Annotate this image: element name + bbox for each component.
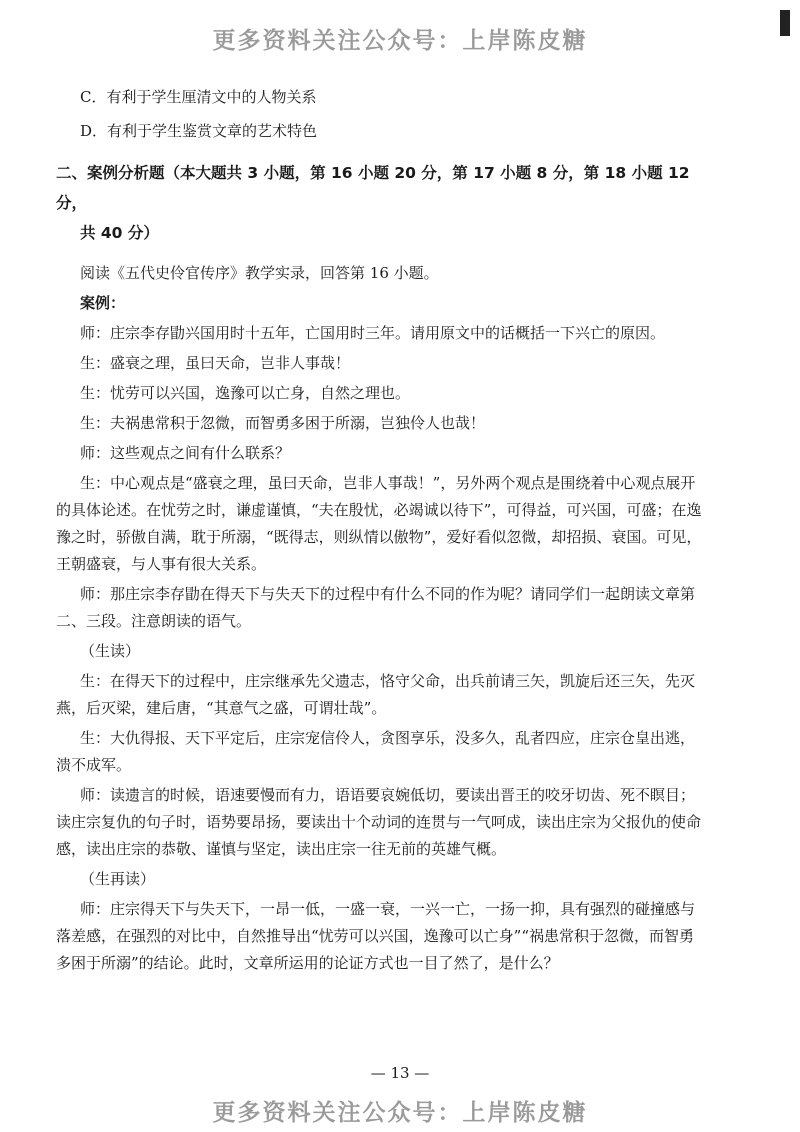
dialogue-paragraph: 生：夫祸患常积于忽微，而智勇多困于所溺，岂独伶人也哉！ bbox=[80, 414, 486, 432]
stage-direction: （生再读） bbox=[80, 870, 156, 888]
dialogue-paragraph: 生：中心观点是“盛衰之理，虽曰天命，岂非人事哉！”，另外两个观点是围绕着中心观点展开的具体论述。在忧劳之时，谦虚谨慎，“夫在殷忧，必竭诚以待下”，可得益，可兴国，可盛；在逸豫之时，骄傲自满，耽于所溺，“既得志，则纵情以傲物”，爱好看似忽微，却招损、衰国。可见，王朝盛衰，与人事有很大关系。 bbox=[56, 474, 702, 573]
watermark-top: 更多资料关注公众号：上岸陈皮糖 bbox=[212, 28, 588, 54]
section-heading bbox=[56, 158, 706, 248]
dialogue-paragraph: 生：大仇得报、天下平定后，庄宗宠信伶人，贪图享乐，没多久，乱者四应，庄宗仓皇出逃，溃不成军。 bbox=[56, 729, 696, 774]
dialogue-paragraph: 师：那庄宗李存勖在得天下与失天下的过程中有什么不同的作为呢？请同学们一起朗读文章第二、三段。注意朗读的语气。 bbox=[56, 585, 696, 630]
dialogue-paragraph: 师：读遗言的时候，语速要慢而有力，语语要哀婉低切，要读出晋王的咬牙切齿、死不瞑目；读庄宗复仇的句子时，语势要昂扬，要读出十个动词的连贯与一气呵成，读出庄宗为父报仇的使命感，读出庄宗的恭敬、谨慎与坚定，读出庄宗一往无前的英雄气概。 bbox=[56, 786, 702, 858]
scan-corner-mark bbox=[780, 10, 790, 36]
dialogue-paragraph: 生：盛衰之理，虽曰天命，岂非人事哉！ bbox=[80, 354, 351, 372]
option-d: D．有利于学生鉴赏文章的艺术特色 bbox=[80, 122, 318, 140]
dialogue-paragraph: 师：庄宗得天下与失天下，一昂一低，一盛一衰，一兴一亡，一扬一抑，具有强烈的碰撞感与落差感，在强烈的对比中，自然推导出“忧劳可以兴国，逸豫可以亡身”“祸患常积于忽微，而智勇多困于所溺”的结论。此时，文章所运用的论证方式也一目了然了，是什么？ bbox=[56, 900, 696, 972]
watermark-bottom: 更多资料关注公众号：上岸陈皮糖 bbox=[212, 1100, 588, 1126]
dialogue-paragraph: 师：这些观点之间有什么联系？ bbox=[80, 444, 291, 462]
reading-instruction: 阅读《五代史伶官传序》教学实录，回答第 16 小题。 bbox=[80, 264, 439, 282]
case-label: 案例： bbox=[80, 294, 126, 312]
dialogue-paragraph: 师：庄宗李存勖兴国用时十五年，亡国用时三年。请用原文中的话概括一下兴亡的原因。 bbox=[80, 324, 666, 342]
document-body bbox=[56, 84, 706, 980]
option-c: C．有利于学生厘清文中的人物关系 bbox=[80, 88, 317, 106]
dialogue-paragraph: 生：在得天下的过程中，庄宗继承先父遗志，恪守父命，出兵前请三矢，凯旋后还三矢，先灭燕，后灭梁，建后唐，“其意气之盛，可谓壮哉”。 bbox=[56, 672, 696, 717]
dialogue-paragraph: 生：忧劳可以兴国，逸豫可以亡身，自然之理也。 bbox=[80, 384, 411, 402]
stage-direction: （生读） bbox=[80, 642, 141, 660]
section-title-line2: 共 40 分） bbox=[80, 224, 159, 242]
section-title-line1: 二、案例分析题（本大题共 3 小题，第 16 小题 20 分，第 17 小题 8 分，第 18 小题 12 分， bbox=[56, 164, 690, 212]
page-number: — 13 — bbox=[370, 1064, 430, 1082]
